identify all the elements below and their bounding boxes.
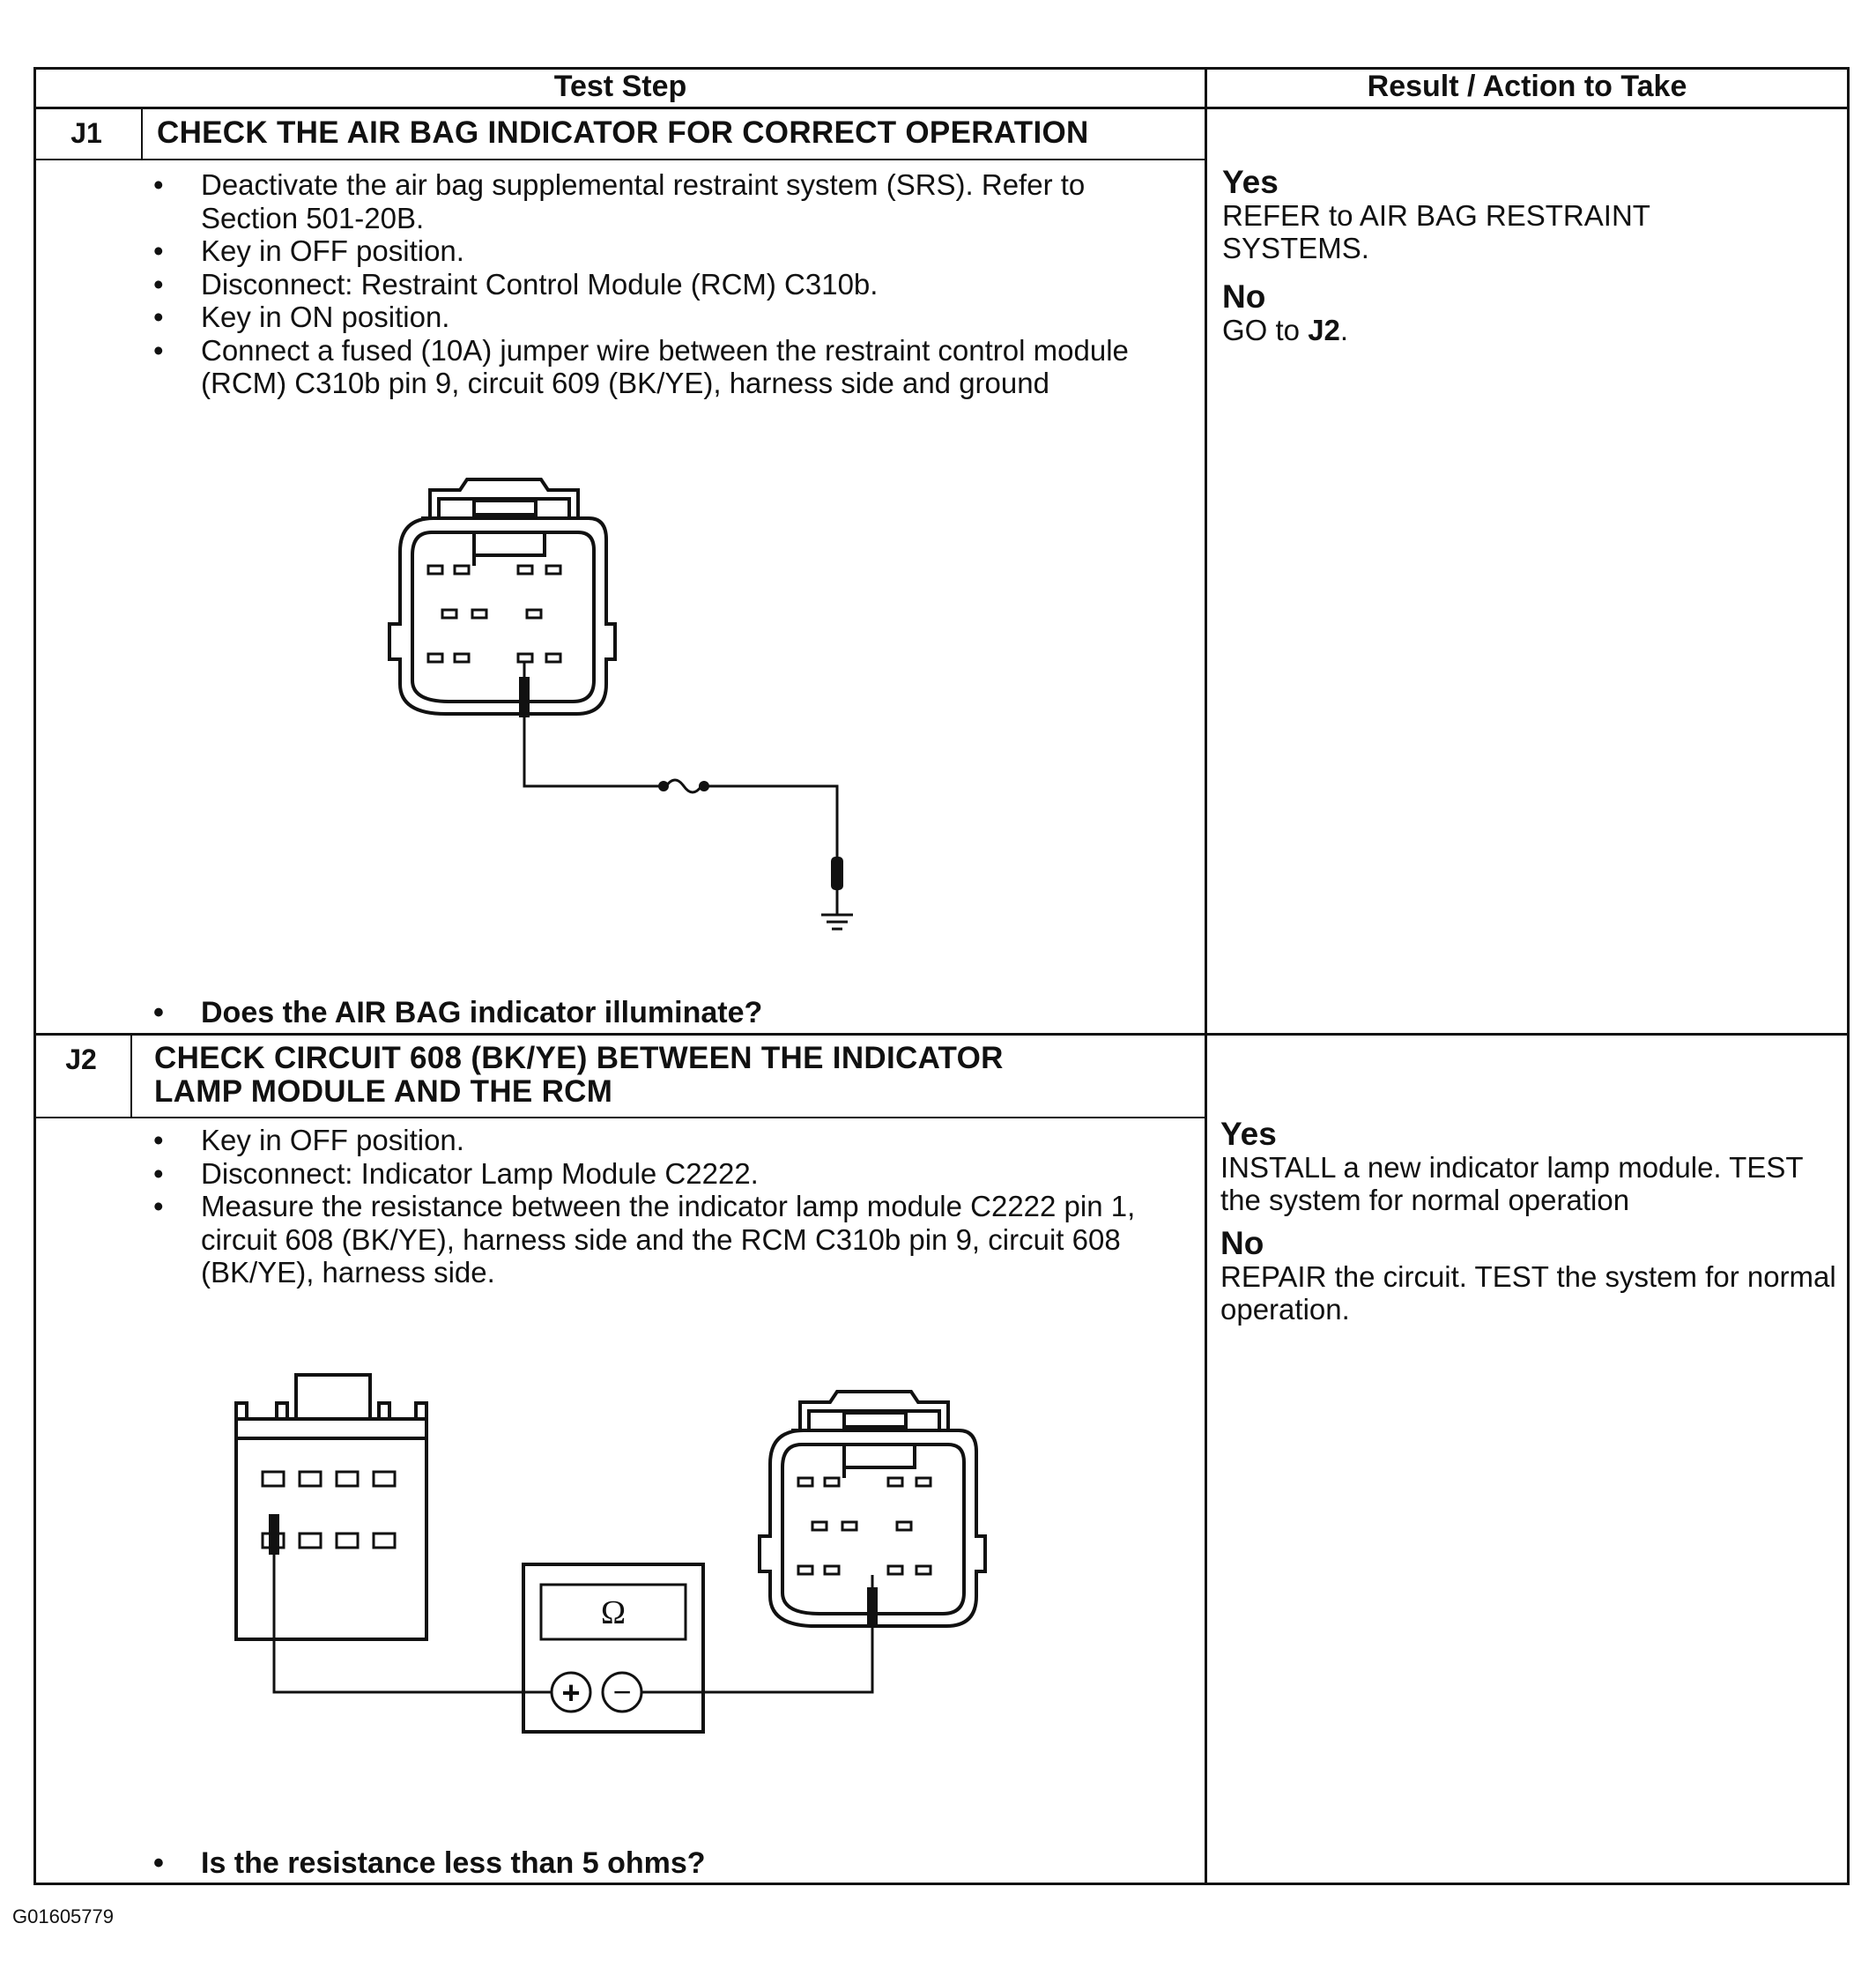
j2-result xyxy=(1220,1118,1837,1326)
plus-sign: + xyxy=(561,1675,581,1711)
result-action-header: Result / Action to Take xyxy=(1367,70,1687,103)
header-divider xyxy=(33,107,1850,109)
step-id-j1: J1 xyxy=(70,117,102,149)
question-text: Does the AIR BAG indicator illuminate? xyxy=(201,996,763,1029)
question-text: Is the resistance less than 5 ohms? xyxy=(201,1846,706,1880)
j1-instructions xyxy=(141,168,1172,400)
ohmmeter xyxy=(523,1564,703,1732)
yes-label: Yes xyxy=(1220,1116,1277,1152)
j2-instructions xyxy=(141,1124,1172,1289)
step-id-j2: J2 xyxy=(65,1043,97,1075)
step-divider xyxy=(33,1033,1850,1036)
test-step-header: Test Step xyxy=(553,70,687,103)
j2-title-divider xyxy=(33,1117,1207,1118)
j2-measurement-diagram xyxy=(220,1366,1101,1754)
figure-code: G01605779 xyxy=(12,1905,114,1927)
j1-result xyxy=(1222,166,1830,346)
list-item: • Key in OFF position. xyxy=(141,234,1172,268)
ohm-symbol: Ω xyxy=(600,1594,627,1631)
no-action: REPAIR the circuit. TEST the system for normal operation. xyxy=(1220,1260,1836,1326)
j1-connector-diagram xyxy=(370,467,899,943)
list-item: • Disconnect: Restraint Control Module (RCM) C310b. xyxy=(141,268,1172,301)
j1-title-divider xyxy=(33,159,1207,160)
step-title-j2: CHECK CIRCUIT 608 (BK/YE) BETWEEN THE INDICATOR LAMP MODULE AND THE RCM xyxy=(154,1041,1004,1109)
list-item: • Deactivate the air bag supplemental restraint system (SRS). Refer to Section 501-20B. xyxy=(141,168,1172,234)
step-title-j1: CHECK THE AIR BAG INDICATOR FOR CORRECT OPERATION xyxy=(157,115,1089,150)
goto-step-link: J2 xyxy=(1308,314,1340,346)
j1-id-divider xyxy=(141,108,143,160)
rcm-connector xyxy=(760,1392,985,1628)
bullet-dot: • xyxy=(153,1846,164,1880)
column-divider xyxy=(1205,67,1207,1885)
minus-sign: − xyxy=(612,1674,632,1710)
yes-label: Yes xyxy=(1222,164,1279,200)
yes-action: REFER to AIR BAG RESTRAINT SYSTEMS. xyxy=(1222,199,1650,264)
yes-action: INSTALL a new indicator lamp module. TEST the system for normal operation xyxy=(1220,1151,1803,1216)
lamp-module-connector xyxy=(236,1375,426,1639)
no-action: GO to J2. xyxy=(1222,314,1349,346)
list-item: • Measure the resistance between the indicator lamp module C2222 pin 1, circuit 608 (BK/YE), harness side and the RCM C310b pin 9, circuit 608 (BK/YE), harness side. xyxy=(141,1190,1172,1289)
no-label: No xyxy=(1220,1225,1264,1261)
list-item: • Disconnect: Indicator Lamp Module C2222. xyxy=(141,1157,1172,1191)
list-item: • Key in ON position. xyxy=(141,301,1172,334)
bullet-dot: • xyxy=(153,996,164,1029)
no-label: No xyxy=(1222,279,1266,315)
list-item: • Connect a fused (10A) jumper wire between the restraint control module (RCM) C310b pin 9, circuit 609 (BK/YE), harness side and ground xyxy=(141,334,1172,400)
list-item: • Key in OFF position. xyxy=(141,1124,1172,1157)
